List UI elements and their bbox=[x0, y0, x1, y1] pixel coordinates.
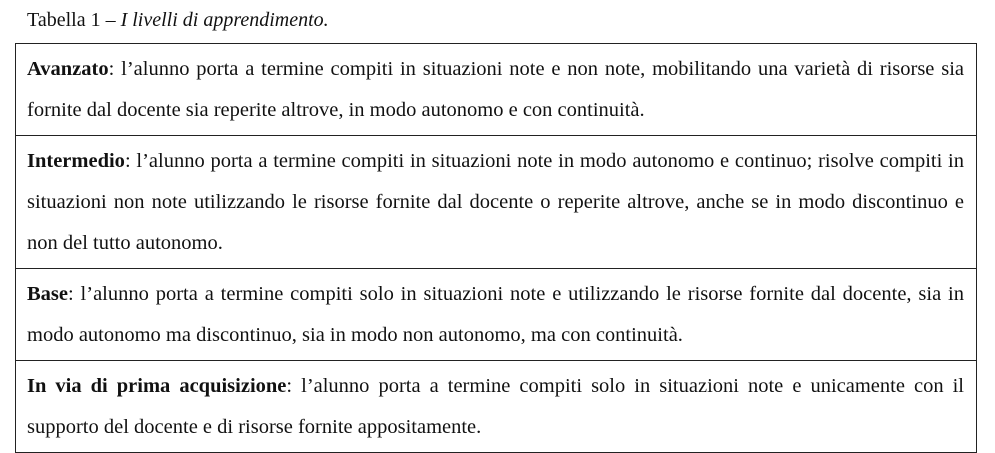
level-name: In via di prima acquisizione bbox=[27, 375, 287, 397]
level-description: : l’alunno porta a termine compiti in situazioni note in modo autonomo e continuo; risolve compiti in situazioni non note utilizzando le risorse fornite dal docente o reperite altrove, anche se in modo discontinuo e non del tutto autonomo. bbox=[27, 150, 964, 254]
levels-table bbox=[15, 43, 977, 453]
level-row-intermedio bbox=[16, 135, 976, 268]
level-name: Base bbox=[27, 283, 68, 305]
caption-title: I livelli di apprendimento. bbox=[120, 9, 329, 31]
level-name: Intermedio bbox=[27, 150, 125, 172]
level-name: Avanzato bbox=[27, 58, 109, 80]
level-description: : l’alunno porta a termine compiti in situazioni note e non note, mobilitando una varietà di risorse sia fornite dal docente sia reperite altrove, in modo autonomo e con continuità. bbox=[27, 58, 964, 121]
caption-prefix: Tabella 1 – bbox=[27, 9, 121, 31]
level-row-avanzato bbox=[16, 44, 976, 135]
level-description: : l’alunno porta a termine compiti solo in situazioni note e utilizzando le risorse fornite dal docente, sia in modo autonomo ma discontinuo, sia in modo non autonomo, ma con continuità. bbox=[27, 283, 964, 346]
level-description: : l’alunno porta a termine compiti solo in situazioni note e unicamente con il supporto del docente e di risorse fornite appositamente. bbox=[27, 375, 964, 438]
level-row-prima-acquisizione bbox=[16, 360, 976, 452]
level-row-base bbox=[16, 268, 976, 360]
table-caption bbox=[27, 8, 329, 32]
